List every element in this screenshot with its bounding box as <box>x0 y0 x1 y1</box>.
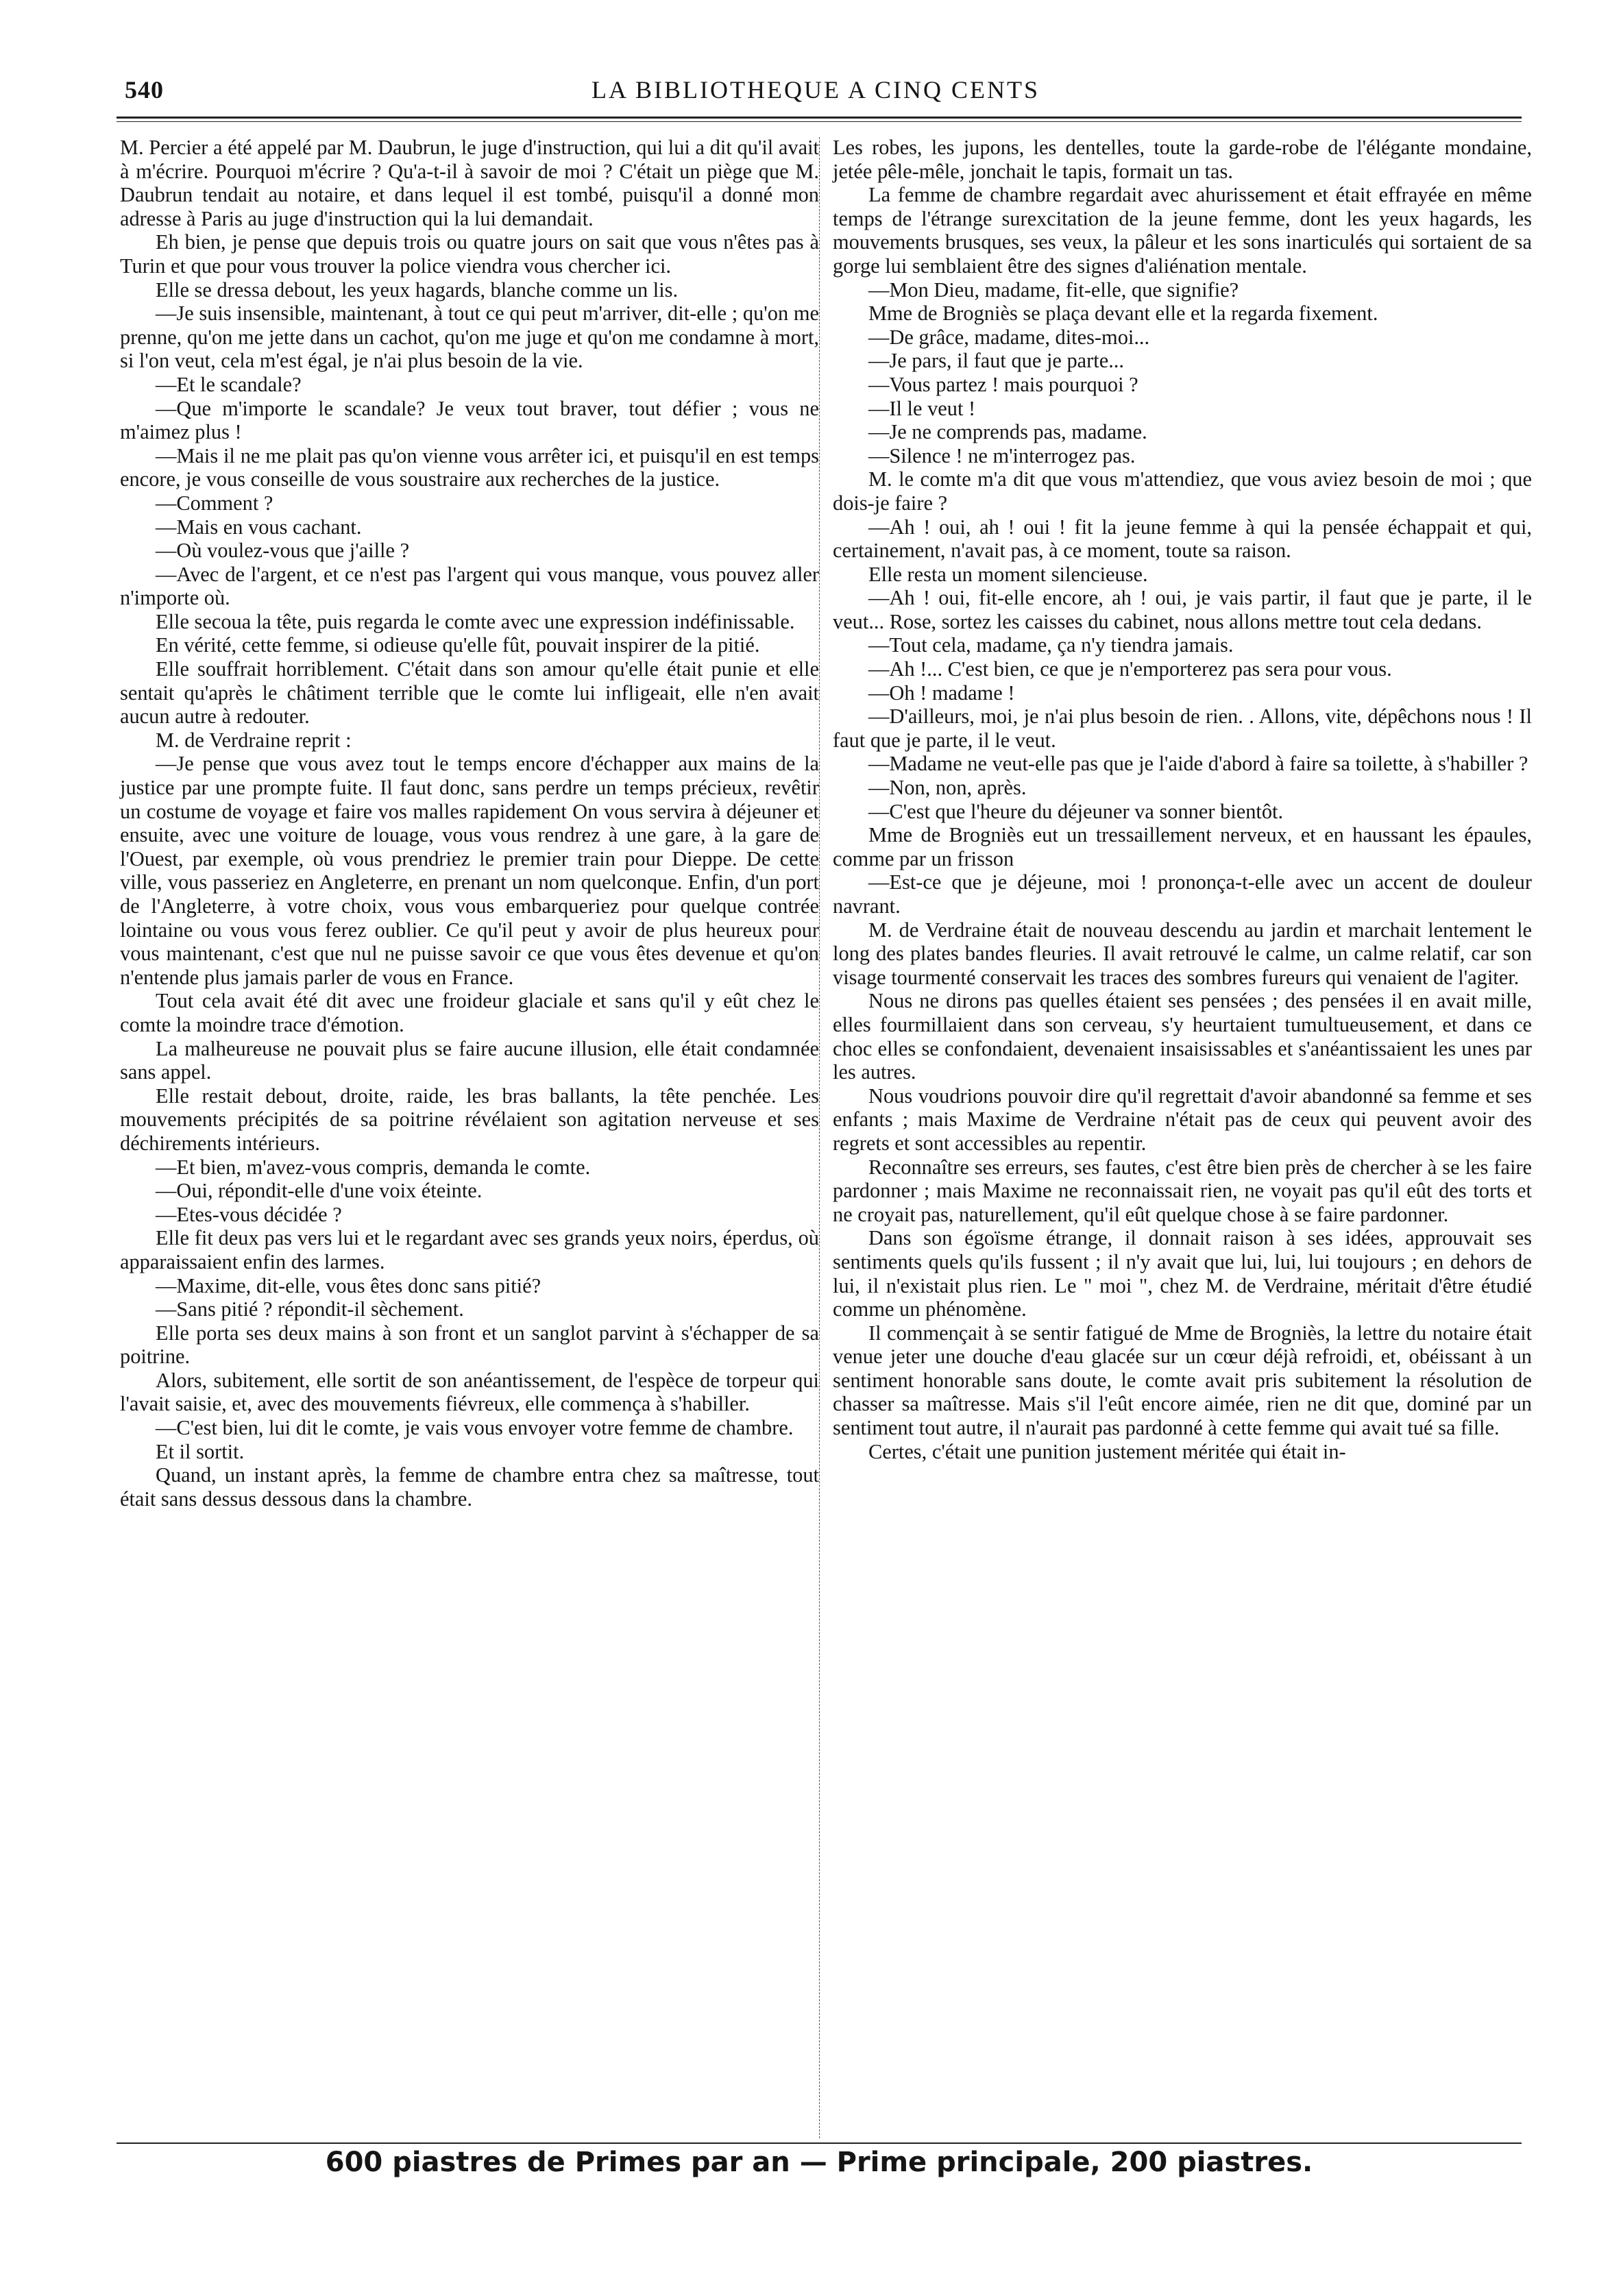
paragraph: —Etes-vous décidée ? <box>156 1202 342 1226</box>
paragraph: Nous voudrions pouvoir dire qu'il regrettait d'avoir abandonné sa femme et ses enfants ; mais Maxime de Verdraine n'était pas de ceux qui peuvent avoir des regrets et sont accessibles au repentir. <box>833 1084 1532 1155</box>
paragraph: —Mon Dieu, madame, fit-elle, que signifie? <box>868 278 1239 302</box>
paragraph: —Je pars, il faut que je parte... <box>868 349 1124 373</box>
page-header <box>110 69 1522 110</box>
paragraph: M. de Verdraine reprit : <box>156 728 352 752</box>
paragraph: —Mais en vous cachant. <box>156 515 362 539</box>
paragraph: —Silence ! ne m'interrogez pas. <box>868 443 1136 467</box>
paragraph: —Ah ! oui, ah ! oui ! fit la jeune femme à qui la pensée échappait et qui, certainement, n'avait pas, à ce moment, toute sa raison. <box>833 515 1532 563</box>
paragraph: —D'ailleurs, moi, je n'ai plus besoin de rien. . Allons, vite, dépêchons nous ! Il faut que je parte, il le veut. <box>833 705 1532 752</box>
paragraph: —Est-ce que je déjeune, moi ! prononça-t-elle avec un accent de douleur navrant. <box>833 870 1532 918</box>
paragraph: Elle se dressa debout, les yeux hagards, blanche comme un lis. <box>156 278 679 302</box>
paragraph: Dans son égoïsme étrange, il donnait raison à ses idées, approuvait ses sentiments quels qu'ils fussent ; il n'y avait que lui, lui, lui toujours ; en dehors de lui, il n'existait plus rien. Le " moi ", chez M. de Verdraine, méritait d'être étudié comme un phénomène. <box>833 1226 1532 1321</box>
right-column <box>833 136 1532 1463</box>
header-rule <box>117 117 1522 122</box>
left-column <box>120 136 819 1511</box>
paragraph: Eh bien, je pense que depuis trois ou quatre jours on sait que vous n'êtes pas à Turin et que pour vous trouver la police viendra vous chercher ici. <box>120 230 819 278</box>
paragraph: La femme de chambre regardait avec ahurissement et était effrayée en même temps de l'étrange surexcitation de la jeune femme, dont les yeux hagards, les mouvements brusques, ses veux, la pâleur et les sons inarticulés qui sortaient de sa gorge lui semblaient être des signes d'aliénation mentale. <box>833 183 1532 278</box>
paragraph: Mme de Brogniès eut un tressaillement nerveux, et en haussant les épaules, comme par un frisson <box>833 823 1532 870</box>
paragraph: Tout cela avait été dit avec une froideur glaciale et sans qu'il y eût chez le comte la moindre trace d'émotion. <box>120 989 819 1036</box>
paragraph: —Oh ! madame ! <box>868 681 1015 705</box>
footer-advertisement: 600 piastres de Primes par an — Prime principale, 200 piastres. <box>325 2147 1313 2178</box>
paragraph: —C'est que l'heure du déjeuner va sonner bientôt. <box>868 799 1284 823</box>
paragraph: —Que m'importe le scandale? Je veux tout braver, tout défier ; vous ne m'aimez plus ! <box>120 396 819 444</box>
paragraph: Les robes, les jupons, les dentelles, toute la garde-robe de l'élégante mondaine, jetée pêle-mêle, jonchait le tapis, formait un tas. <box>833 136 1532 183</box>
paragraph: Elle porta ses deux mains à son front et un sanglot parvint à s'échapper de sa poitrine. <box>120 1321 819 1369</box>
paragraph: —Maxime, dit-elle, vous êtes donc sans pitié? <box>156 1273 541 1297</box>
paragraph: Reconnaître ses erreurs, ses fautes, c'est être bien près de chercher à se les faire pardonner ; mais Maxime ne reconnaissait rien, ne voyait pas qu'il eût des torts et ne croyait pas, naturellement, qu'il eût quelque chose à se faire pardonner. <box>833 1155 1532 1226</box>
paragraph: Mme de Brogniès se plaça devant elle et la regarda fixement. <box>868 302 1378 326</box>
paragraph: Elle souffrait horriblement. C'était dans son amour qu'elle était punie et elle sentait qu'après le châtiment terrible que le comte lui infligeait, elle n'en avait aucun autre à redouter. <box>120 657 819 729</box>
paragraph: —Madame ne veut-elle pas que je l'aide d'abord à faire sa toilette, à s'habiller ? <box>868 752 1528 776</box>
paragraph: —Et bien, m'avez-vous compris, demanda le comte. <box>156 1155 591 1179</box>
paragraph: —Oui, répondit-elle d'une voix éteinte. <box>156 1179 483 1203</box>
paragraph: —Je pense que vous avez tout le temps encore d'échapper aux mains de la justice par une prompte fuite. Il faut donc, sans perdre un temps précieux, revêtir un costume de voyage et faire vos malles rapidement On vous servira à déjeuner et ensuite, avec une voiture de louage, vous vous rendrez à une gare, à la gare de l'Ouest, par exemple, où vous prendriez le premier train pour Dieppe. De cette ville, vous passeriez en Angleterre, en prenant un nom quelconque. Enfin, d'un port de l'Angleterre, à votre choix, vous vous embarqueriez pour quelque contrée lointaine ou vous vous ferez oublier. Ce qu'il peut y avoir de plus heureux pour vous maintenant, c'est que nul ne puisse savoir ce que vous êtes devenue et qu'on n'entende plus jamais parler de vous en France. <box>120 752 819 989</box>
paragraph: Elle restait debout, droite, raide, les bras ballants, la tête penchée. Les mouvements précipités de sa poitrine révélaient son agitation nerveuse et ses déchirements intérieurs. <box>120 1084 819 1155</box>
paragraph: —Non, non, après. <box>868 776 1027 800</box>
paragraph: —De grâce, madame, dites-moi... <box>868 325 1150 349</box>
footer-rule <box>117 2142 1522 2144</box>
paragraph: —Je ne comprends pas, madame. <box>868 420 1147 444</box>
column-divider <box>819 137 820 2138</box>
paragraph: —Et le scandale? <box>156 372 302 396</box>
paragraph: En vérité, cette femme, si odieuse qu'elle fût, pouvait inspirer de la pitié. <box>156 633 760 657</box>
paragraph: M. le comte m'a dit que vous m'attendiez, que vous aviez besoin de moi ; que dois-je faire ? <box>833 467 1532 515</box>
paragraph: —Vous partez ! mais pourquoi ? <box>868 372 1138 396</box>
paragraph: M. Percier a été appelé par M. Daubrun, le juge d'instruction, qui lui a dit qu'il avait à m'écrire. Pourquoi m'écrire ? Qu'a-t-il à savoir de moi ? C'était un piège que M. Daubrun tendait au notaire, et dans lequel il est tombé, puisqu'il a donné mon adresse à Paris au juge d'instruction qui la lui demandait. <box>120 136 819 230</box>
paragraph: Elle fit deux pas vers lui et le regardant avec ses grands yeux noirs, éperdus, où apparaissaient enfin des larmes. <box>120 1226 819 1273</box>
paragraph: La malheureuse ne pouvait plus se faire aucune illusion, elle était condamnée sans appel. <box>120 1036 819 1084</box>
paragraph: Et il sortit. <box>156 1439 245 1463</box>
paragraph: Alors, subitement, elle sortit de son anéantissement, de l'espèce de torpeur qui l'avait saisie, et, avec des mouvements fiévreux, elle commença à s'habiller. <box>120 1368 819 1416</box>
paragraph: —Tout cela, madame, ça n'y tiendra jamais. <box>868 633 1234 657</box>
paragraph: —Ah !... C'est bien, ce que je n'emporterez pas sera pour vous. <box>868 657 1392 681</box>
paragraph: Certes, c'était une punition justement méritée qui était in- <box>868 1439 1346 1463</box>
running-title: LA BIBLIOTHEQUE A CINQ CENTS <box>592 76 1040 103</box>
paragraph: —Sans pitié ? répondit-il sèchement. <box>156 1297 464 1321</box>
paragraph: Il commençait à se sentir fatigué de Mme de Brogniès, la lettre du notaire était venue jeter une douche d'eau glacée sur un cœur déjà refroidi, et, obéissant à un sentiment honorable sans doute, le comte avait pris subitement la résolution de chasser sa maîtresse. Mais s'il l'eût encore aimée, rien ne dit que, dominé par un sentiment tout autre, il n'aurait pas pardonné à cette femme qui avait tué sa fille. <box>833 1321 1532 1440</box>
paragraph: M. de Verdraine était de nouveau descendu au jardin et marchait lentement le long des plates bandes fleuries. Il avait retrouvé le calme, un calme relatif, car son visage tourmenté conservait les traces des sombres fureurs qui venaient de l'agiter. <box>833 918 1532 989</box>
paragraph: Quand, un instant après, la femme de chambre entra chez sa maîtresse, tout était sans dessus dessous dans la chambre. <box>120 1463 819 1511</box>
paragraph: —Ah ! oui, fit-elle encore, ah ! oui, je vais partir, il faut que je parte, il le veut... Rose, sortez les caisses du cabinet, nous allons mettre tout cela dedans. <box>833 586 1532 633</box>
paragraph: Elle secoua la tête, puis regarda le comte avec une expression indéfinissable. <box>156 609 795 633</box>
paragraph: —Il le veut ! <box>868 396 976 420</box>
paragraph: —Mais il ne me plait pas qu'on vienne vous arrêter ici, et puisqu'il en est temps encore, je vous conseille de vous soustraire aux recherches de la justice. <box>120 443 819 491</box>
paragraph: Nous ne dirons pas quelles étaient ses pensées ; des pensées il en avait mille, elles fourmillaient dans son cerveau, s'y heurtaient tumultueusement, et dans ce choc elles se confondaient, devenaient insaisissables et s'anéantissaient les unes par les autres. <box>833 989 1532 1084</box>
paragraph: —Où voulez-vous que j'aille ? <box>156 539 410 563</box>
paragraph: —Je suis insensible, maintenant, à tout ce qui peut m'arriver, dit-elle ; qu'on me prenne, qu'on me jette dans un cachot, qu'on me juge et qu'on me condamne à mort, si l'on veut, cela m'est égal, je n'ai plus besoin de la vie. <box>120 302 819 373</box>
paragraph: —Comment ? <box>156 491 273 515</box>
paragraph: Elle resta un moment silencieuse. <box>868 562 1148 586</box>
paragraph: —C'est bien, lui dit le comte, je vais vous envoyer votre femme de chambre. <box>156 1416 794 1440</box>
page-number: 540 <box>125 76 164 103</box>
paragraph: —Avec de l'argent, et ce n'est pas l'argent qui vous manque, vous pouvez aller n'importe où. <box>120 562 819 610</box>
